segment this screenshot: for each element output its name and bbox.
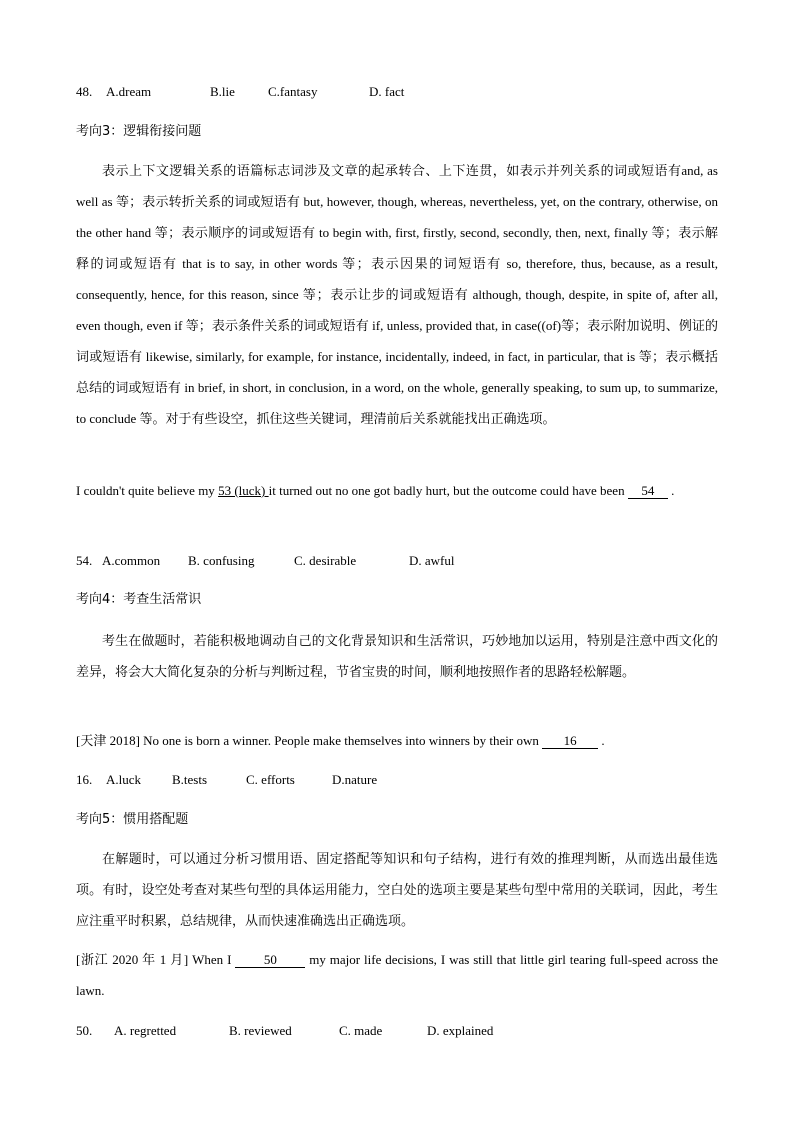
blank-50: 50	[235, 953, 305, 968]
question-number: 16.	[76, 772, 93, 787]
section-3-paragraph	[76, 155, 718, 434]
example-54-sentence	[76, 483, 674, 499]
option-c: C. desirable	[294, 553, 357, 568]
blank-54: 54	[628, 484, 668, 499]
option-c: C. made	[339, 1023, 383, 1038]
option-b: B.tests	[172, 772, 208, 787]
example-16-before: [天津 2018] No one is born a winner. People make themselves into winners by their own	[76, 733, 543, 748]
example-54-before: I couldn't quite believe my	[76, 483, 219, 498]
section-4-text: 考生在做题时，若能积极地调动自己的文化背景知识和生活常识，巧妙地加以运用，特别是注意中西文化的差异，将会大大简化复杂的分析与判断过程，节省宝贵的时间，顺利地按照作者的思路轻松解题。	[76, 633, 718, 679]
option-a: A.dream	[106, 84, 152, 99]
option-d: D.nature	[332, 772, 378, 787]
example-50-after: my major life decisions, I was still that little girl tearing full-speed across the lawn.	[76, 952, 719, 998]
example-54-after: it turned out no one got badly hurt, but the outcome could have been	[268, 483, 628, 498]
option-c: C.fantasy	[268, 84, 318, 99]
question-16-options	[76, 772, 377, 788]
section-4-paragraph	[76, 625, 718, 687]
option-d: D. awful	[409, 553, 455, 568]
option-d: D. fact	[369, 84, 405, 99]
section-4-title: 考向4：考查生活常识	[76, 592, 202, 607]
option-a: A. regretted	[114, 1023, 177, 1038]
question-54-options	[76, 553, 455, 569]
section-3-text: 表示上下文逻辑关系的语篇标志词涉及文章的起承转合、上下连贯，如表示并列关系的词或短语有and, as well as 等；表示转折关系的词或短语有 but, however, though, whereas, nevertheless, yet, on the contrary, otherwise, on the other hand 等；表示顺序的词或短语有 to begin with, first, firstly, second, secondly, then, next, finally 等；表示解释的词或短语有 that is to say, in other words 等；表示因果的词短语有 so, therefore, thus, because, as a result, consequently, hence, for this reason, since 等；表示让步的词或短语有 although, though, despite, in spite of, after all, even though, even if 等；表示条件关系的词或短语有 if, unless, provided that, in case((of)等；表示附加说明、例证的词或短语有 likewise, similarly, for example, for instance, incidentally, indeed, in fact, in particular, that is 等；表示概括总结的词或短语有 in brief, in short, in conclusion, in a word, on the whole, generally speaking, to sum up, to summarize, to conclude 等。对于有些设空，抓住这些关键词，理清前后关系就能找出正确选项。	[76, 163, 718, 426]
section-5-paragraph	[76, 843, 718, 936]
option-b: B.lie	[210, 84, 235, 99]
example-54-underlined: 53 (luck)	[218, 483, 269, 498]
section-5-text: 在解题时，可以通过分析习惯用语、固定搭配等知识和句子结构，进行有效的推理判断，从而选出最佳选项。有时，设空处考查对某些句型的具体运用能力，空白处的选项主要是某些句型中常用的关联词，因此，考生应注重平时积累，总结规律，从而快速准确选出正确选项。	[76, 851, 718, 928]
blank-16: 16	[542, 734, 598, 749]
option-a: A.luck	[106, 772, 142, 787]
option-d: D. explained	[427, 1023, 494, 1038]
question-number: 50.	[76, 1023, 93, 1038]
question-48-options	[76, 84, 404, 100]
question-number: 48.	[76, 84, 93, 99]
question-50-options	[76, 1023, 493, 1039]
option-c: C. efforts	[246, 772, 295, 787]
example-16-end: .	[598, 733, 605, 748]
example-54-end: .	[667, 483, 675, 498]
option-b: B. confusing	[188, 553, 255, 568]
option-a: A.common	[102, 553, 161, 568]
section-3-title: 考向3：逻辑衔接问题	[76, 124, 202, 139]
example-50-before: [浙江 2020 年 1 月] When I	[76, 952, 236, 967]
question-number: 54.	[76, 553, 93, 568]
example-50-sentence	[76, 944, 718, 1006]
section-5-title: 考向5：惯用搭配题	[76, 812, 189, 827]
option-b: B. reviewed	[229, 1023, 292, 1038]
example-16-sentence	[76, 733, 605, 749]
